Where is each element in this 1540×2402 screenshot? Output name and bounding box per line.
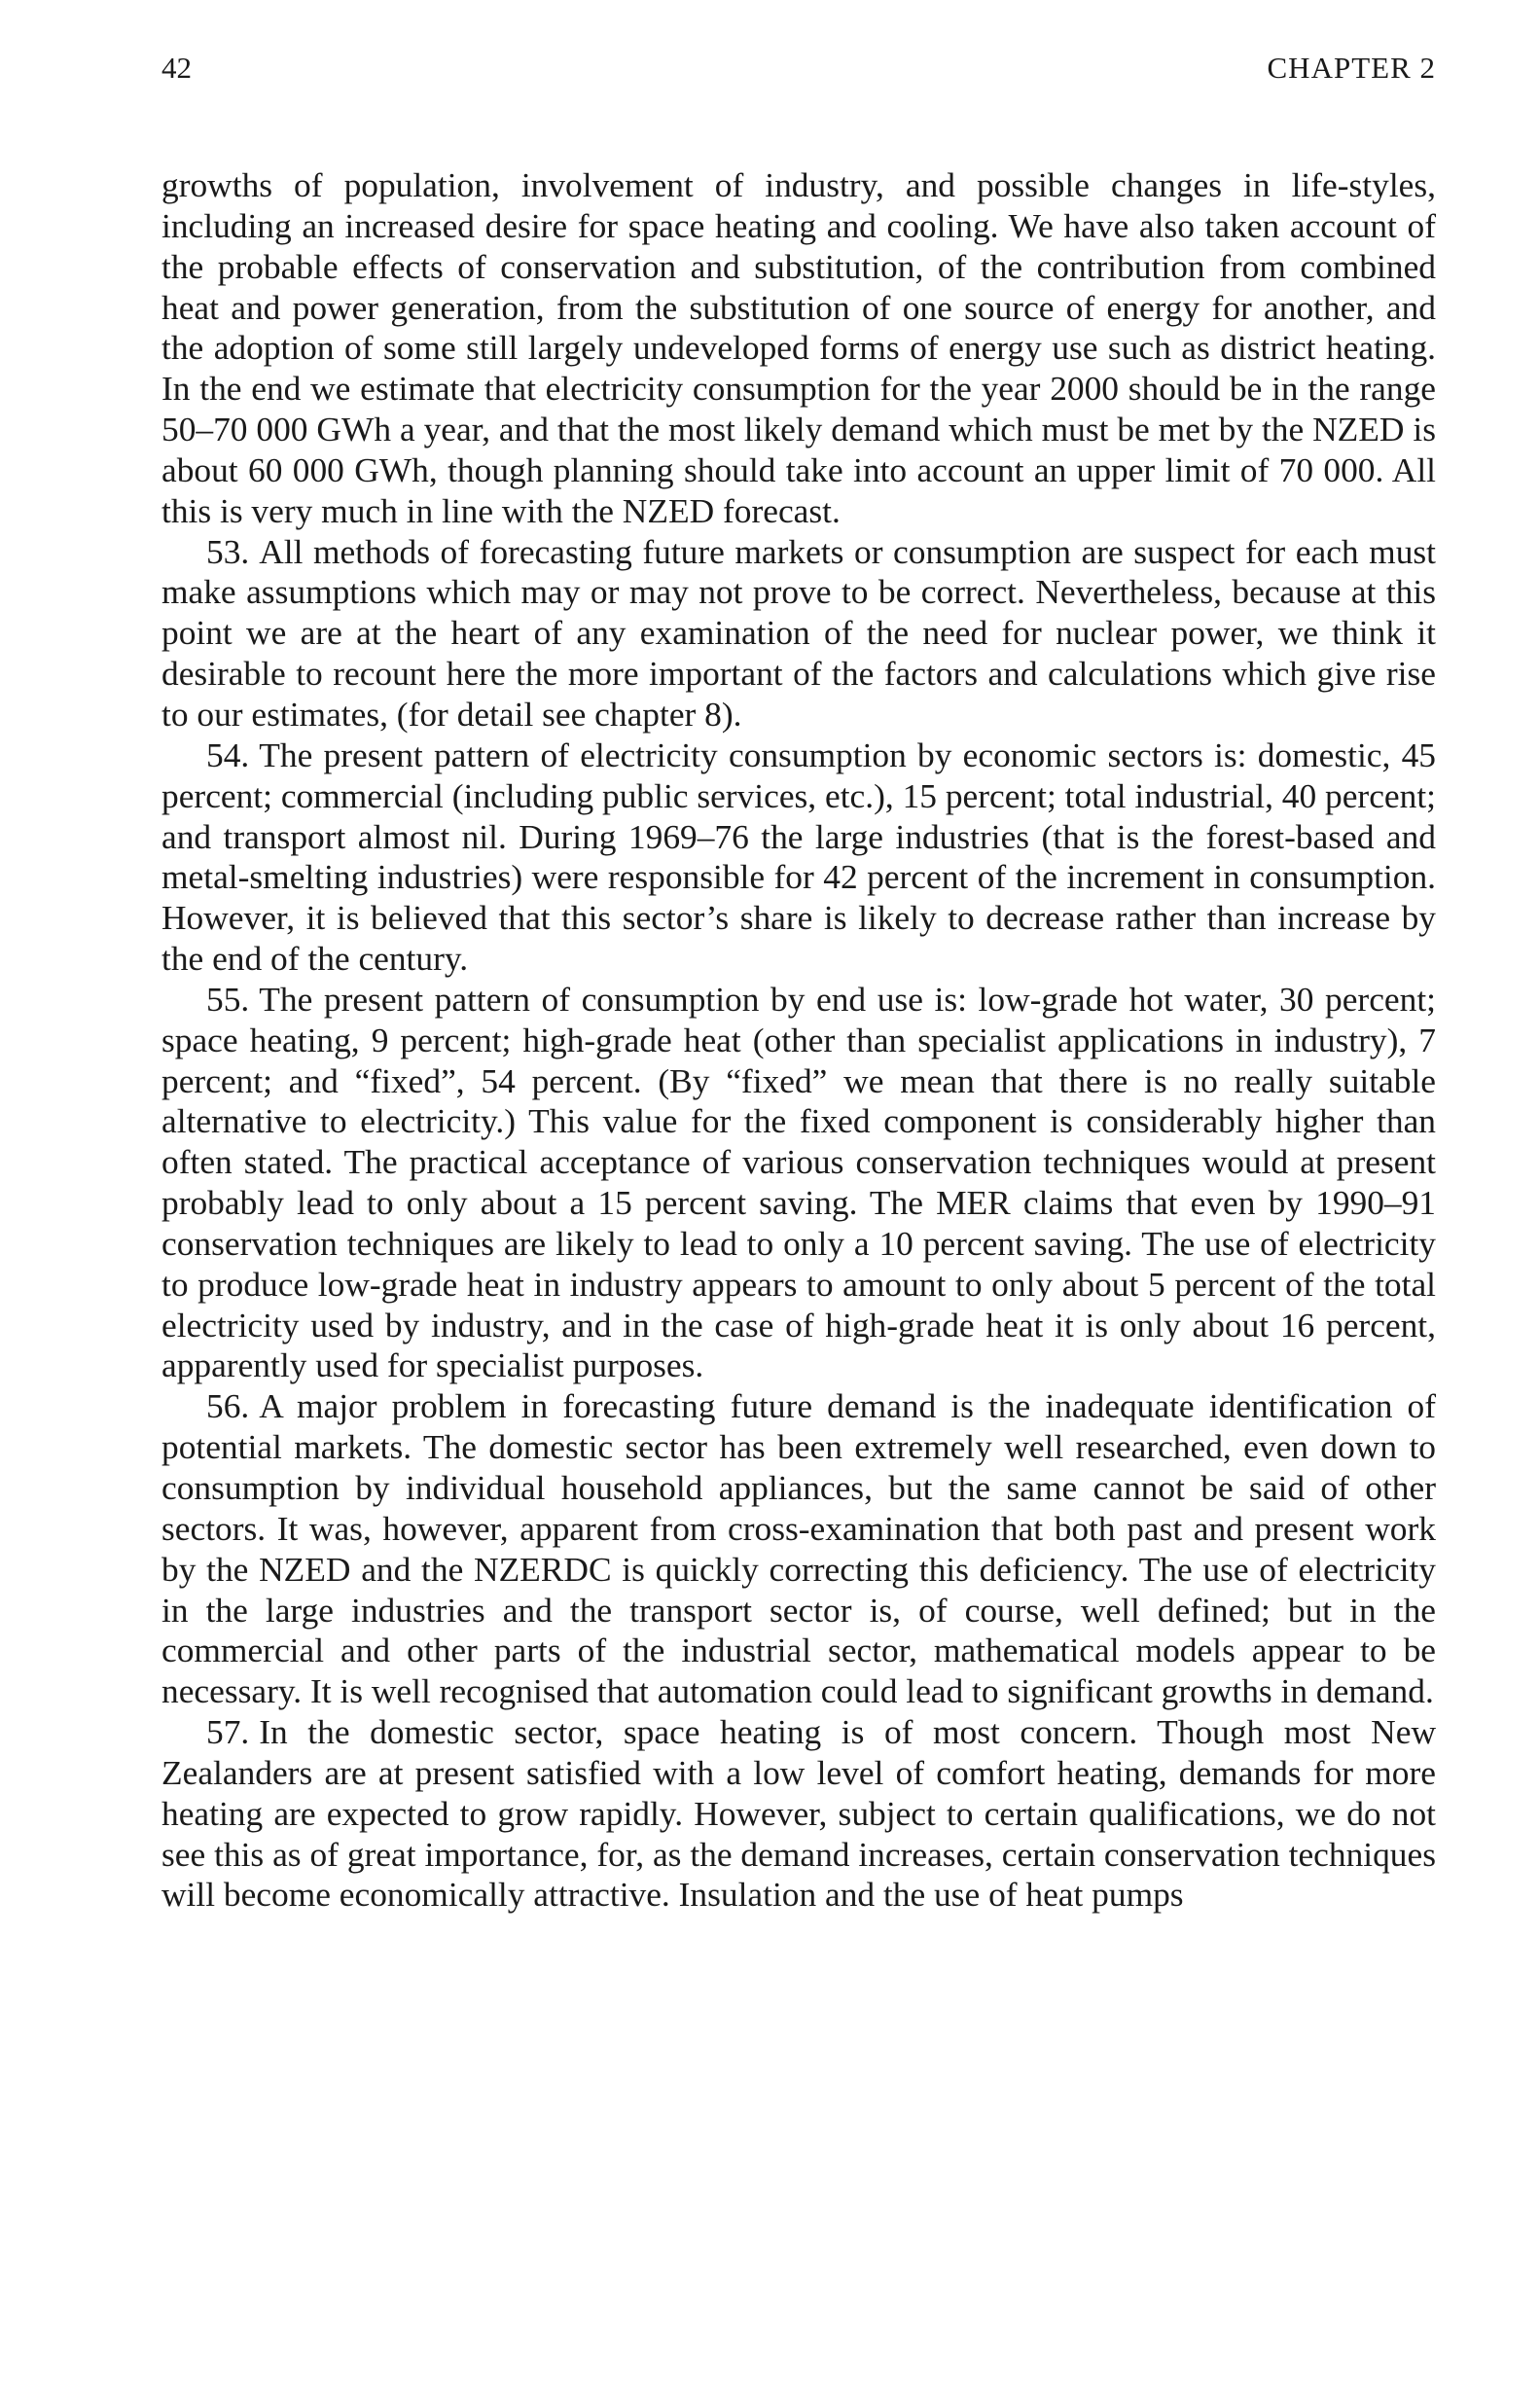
paragraph-text: The present pattern of electricity consumption by economic sectors is: domestic, 45 percent; commercial (including public services, etc.), 15 percent; total industrial, 40 percent; and transport almost nil. During 1969–76 the large industries (that is the forest-based and metal-smelting industries) were responsible for 42 percent of the increment in consumption. However, it is believed that this sector’s share is likely to decrease rather than increase by the end of the century. — [161, 735, 1436, 979]
paragraph-57 — [161, 1712, 1436, 1916]
paragraph-54 — [161, 735, 1436, 980]
paragraph-number: 57. — [206, 1712, 250, 1752]
paragraph-text: growths of population, involvement of industry, and possible changes in life-styles, including an increased desire for space heating and cooling. We have also taken account of the probable effects of conservation and substitution, of the contribution from combined heat and power generation, from the substitution of one source of energy for another, and the adoption of some still largely undeveloped forms of energy use such as district heating. In the end we estimate that electricity consumption for the year 2000 should be in the range 50–70 000 GWh a year, and that the most likely demand which must be met by the NZED is about 60 000 GWh, though planning should take into account an upper limit of 70 000. All this is very much in line with the NZED forecast. — [161, 165, 1436, 530]
paragraph-text: A major problem in forecasting future demand is the inadequate identification of potential markets. The domestic sector has been extremely well researched, even down to consumption by individual household appliances, but the same cannot be said of other sectors. It was, however, apparent from cross-examination that both past and present work by the NZED and the NZERDC is quickly correcting this deficiency. The use of electricity in the large industries and the transport sector is, of course, well defined; but in the commercial and other parts of the industrial sector, mathematical models appear to be necessary. It is well recognised that automation could lead to significant growths in demand. — [161, 1386, 1436, 1711]
body-text — [161, 165, 1436, 1916]
paragraph-continued — [161, 165, 1436, 532]
paragraph-number: 56. — [206, 1386, 250, 1426]
paragraph-number: 53. — [206, 531, 250, 571]
paragraph-number: 55. — [206, 979, 250, 1019]
paragraph-53 — [161, 532, 1436, 735]
running-head — [161, 49, 1436, 88]
paragraph-56 — [161, 1386, 1436, 1712]
paragraph-text: The present pattern of consumption by end use is: low-grade hot water, 30 percent; space heating, 9 percent; high-grade heat (other than specialist applications in industry), 7 percent; and “fixed”, 54 percent. (By “fixed” we mean that there is no really suitable alternative to electricity.) This value for the fixed component is considerably higher than often stated. The practical acceptance of various conservation techniques would at present probably lead to only about a 15 percent saving. The MER claims that even by 1990–91 conservation techniques are likely to lead to only a 10 percent saving. The use of electricity to produce low-grade heat in industry appears to amount to only about 5 percent of the total electricity used by industry, and in the case of high-grade heat it is only about 16 percent, apparently used for specialist purposes. — [161, 979, 1436, 1385]
chapter-label: CHAPTER 2 — [1267, 51, 1436, 85]
paragraph-55 — [161, 980, 1436, 1386]
paragraph-text: In the domestic sector, space heating is of most concern. Though most New Zealanders are at present satisfied with a low level of comfort heating, demands for more heating are expected to grow rapidly. However, subject to certain qualifications, we do not see this as of great importance, for, as the demand increases, certain conservation techniques will become economically attractive. Insulation and the use of heat pumps — [161, 1712, 1436, 1915]
paragraph-number: 54. — [206, 735, 250, 774]
page-number: 42 — [161, 51, 192, 85]
paragraph-text: All methods of forecasting future markets or consumption are suspect for each must make assumptions which may or may not prove to be correct. Nevertheless, because at this point we are at the heart of any examination of the need for nuclear power, we think it desirable to recount here the more important of the factors and calculations which give rise to our estimates, (for detail see chapter 8). — [161, 531, 1436, 734]
